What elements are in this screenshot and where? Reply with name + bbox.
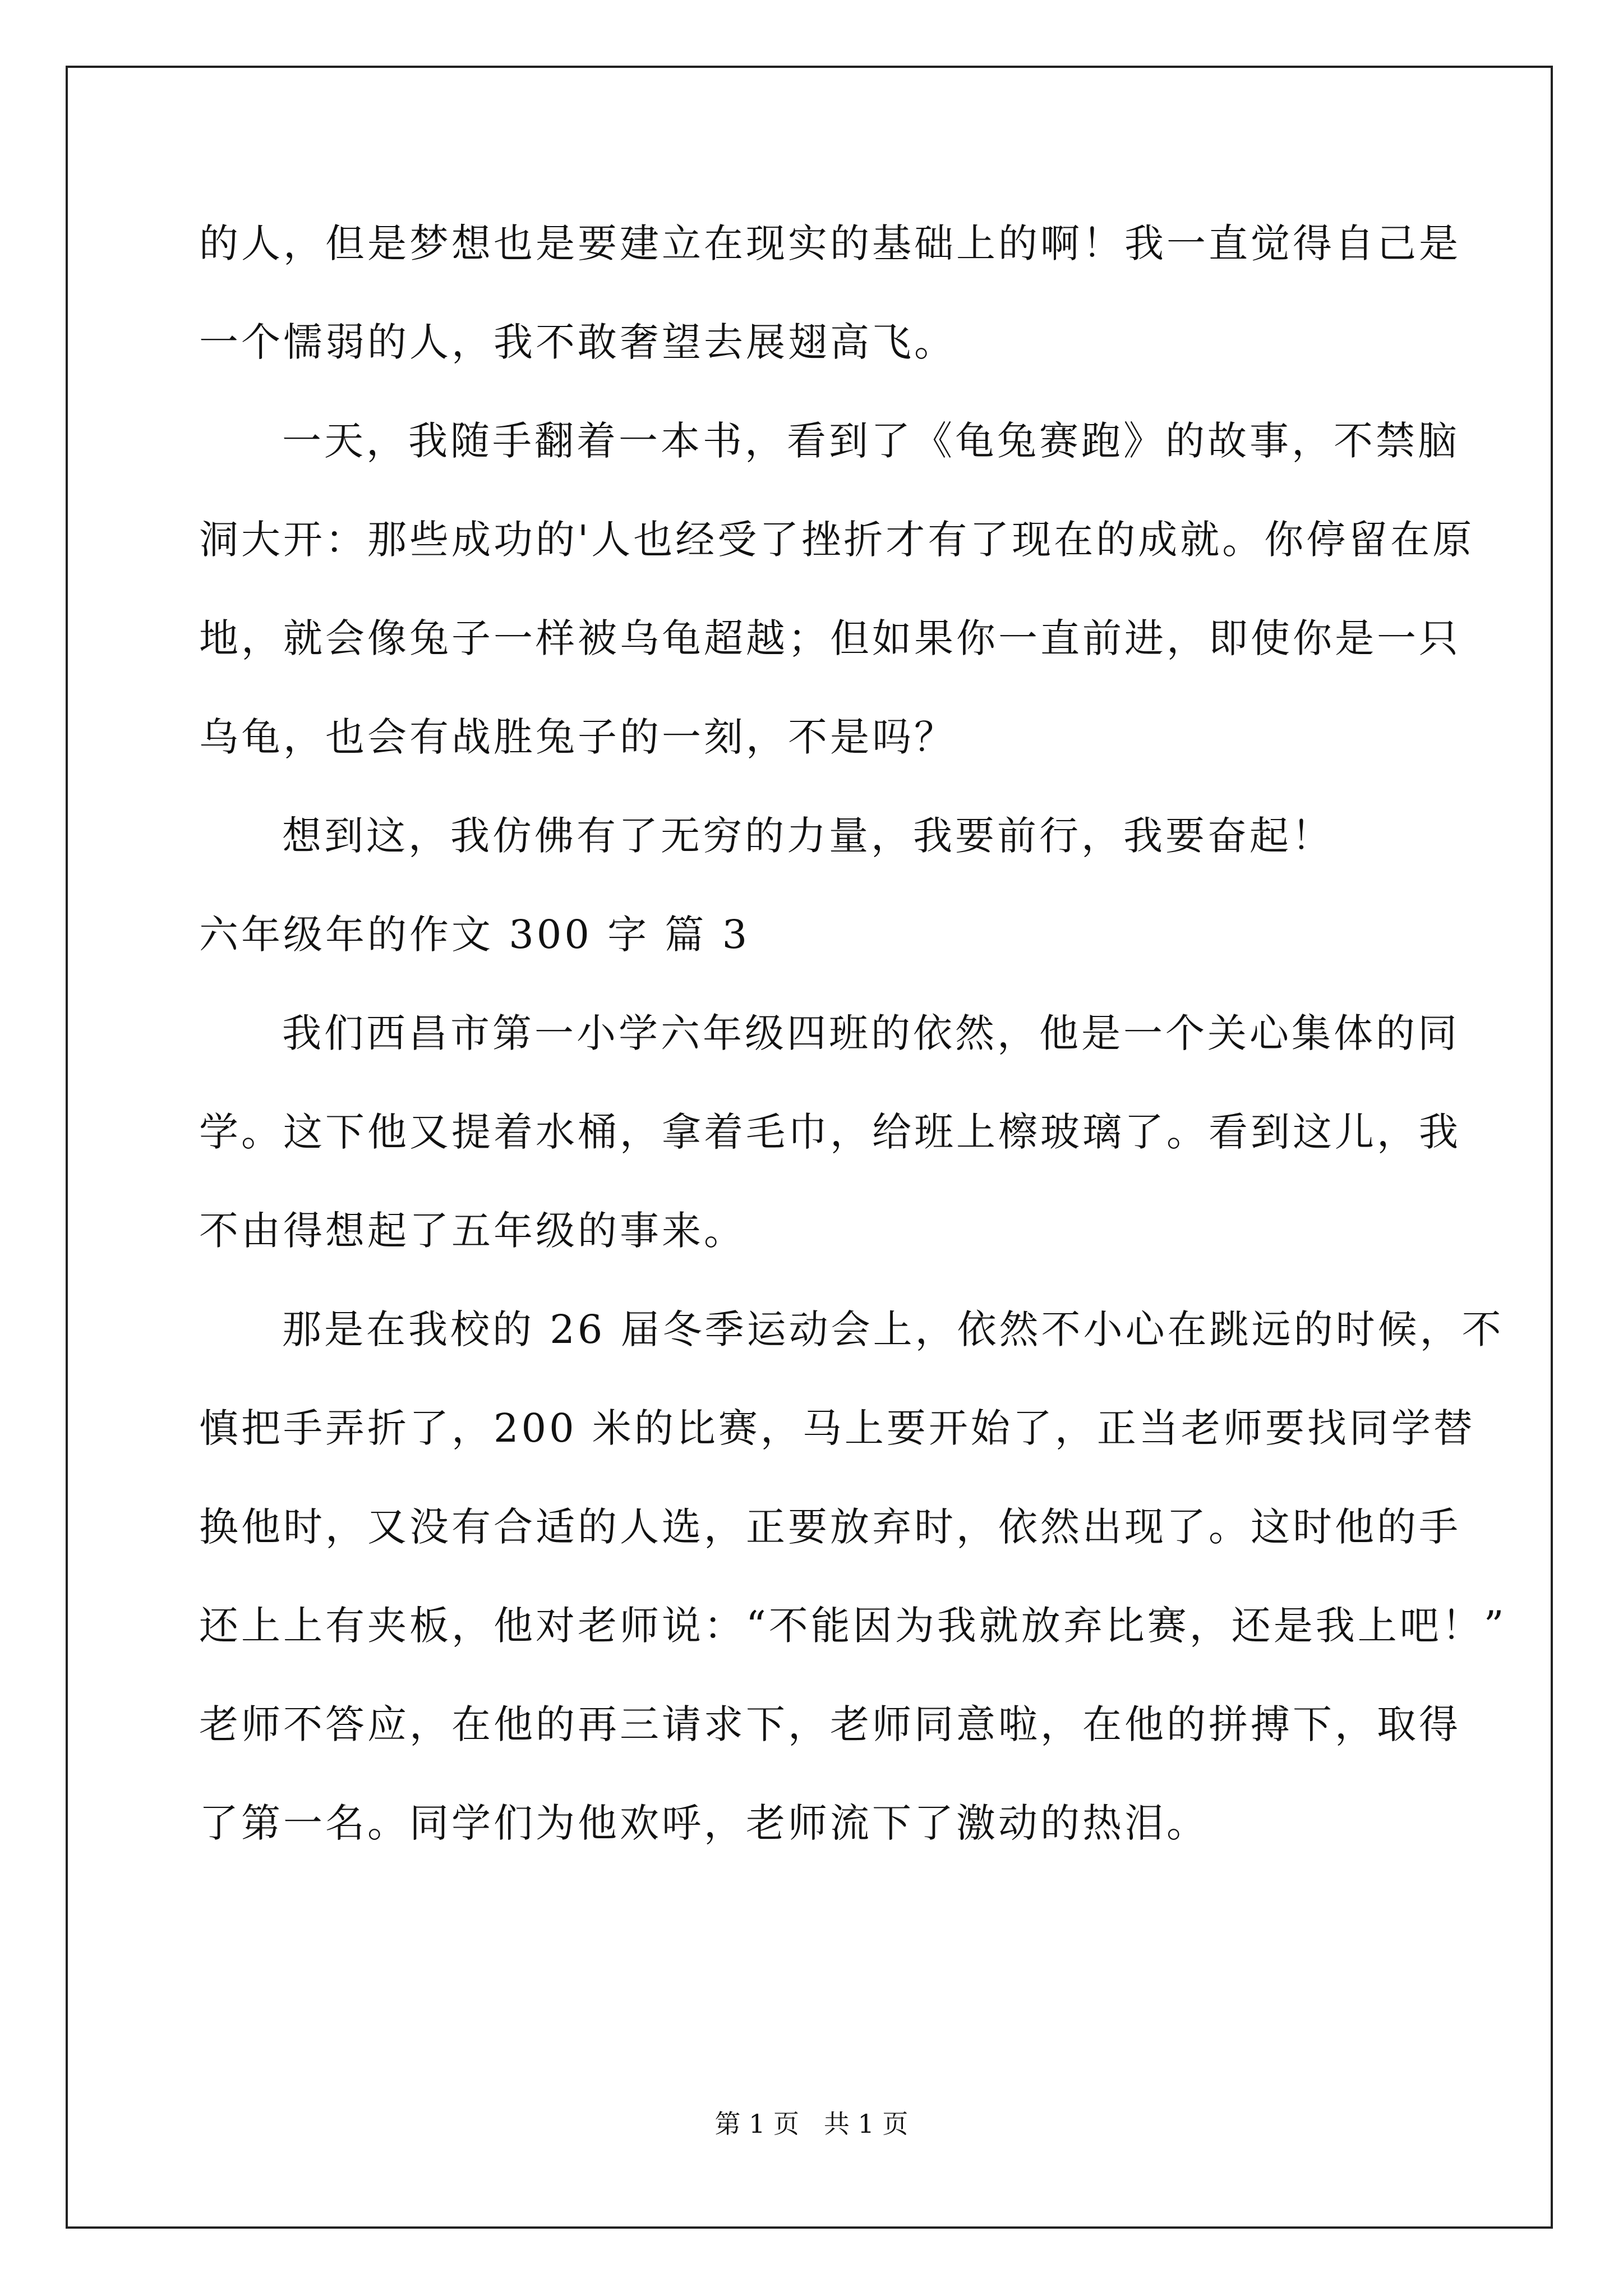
paragraph-line: 那是在我校的 26 届冬季运动会上，依然不小心在跳远的时候，不 [282,1306,1504,1352]
document-body [199,219,1507,1897]
paragraph-line: 乌龟，也会有战胜兔子的一刻，不是吗？ [199,714,956,760]
paragraph-line: 想到这，我仿佛有了无穷的力量，我要前行，我要奋起！ [282,813,1334,859]
paragraph-line: 的人，但是梦想也是要建立在现实的基础上的啊！我一直觉得自己是 [199,220,1461,266]
paragraph-line: 老师不答应，在他的再三请求下，老师同意啦，在他的拼搏下，取得 [199,1701,1461,1747]
paragraph-line: 慎把手弄折了，200 米的比赛，马上要开始了，正当老师要找同学替 [199,1405,1476,1451]
paragraph-line: 一个懦弱的人，我不敢奢望去展翅高飞。 [199,319,956,365]
paragraph-line: 还上上有夹板，他对老师说：“不能因为我就放弃比赛，还是我上吧！” [199,1603,1507,1649]
paragraph-line: 地，就会像兔子一样被乌龟超越；但如果你一直前进，即使你是一只 [199,615,1461,661]
paragraph-line: 学。这下他又提着水桶，拿着毛巾，给班上檫玻璃了。看到这儿，我 [199,1109,1461,1155]
paragraph-line: 不由得想起了五年级的事来。 [199,1208,746,1254]
paragraph-line: 我们西昌市第一小学六年级四班的依然，他是一个关心集体的同 [282,1010,1460,1056]
section-heading: 六年级年的作文 300 字 篇 3 [199,912,750,958]
paragraph-line: 洞大开：那些成功的'人也经受了挫折才有了现在的成就。你停留在原 [199,517,1475,563]
paragraph-line: 了第一名。同学们为他欢呼，老师流下了激动的热泪。 [199,1800,1209,1846]
paragraph-line: 换他时，又没有合适的人选，正要放弃时，依然出现了。这时他的手 [199,1504,1461,1550]
paragraph-line: 一天，我随手翻着一本书，看到了《龟兔赛跑》的故事，不禁脑 [282,418,1460,464]
page-footer: 第 1 页 共 1 页 [714,2109,909,2139]
